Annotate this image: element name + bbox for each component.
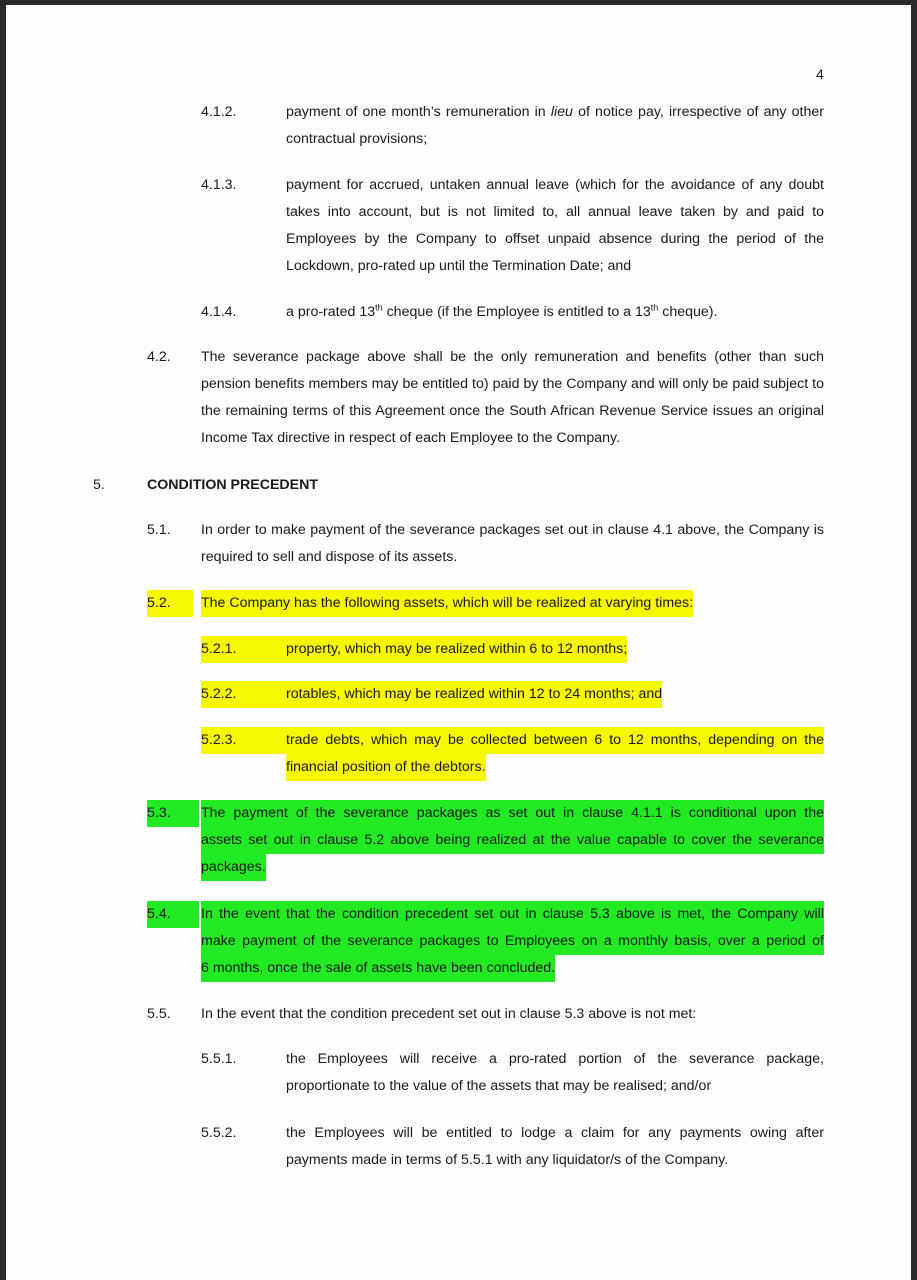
clause-text: property, which may be realized within 6 to 12 months; (286, 636, 627, 663)
clause-number: 5.5.1. (201, 1051, 237, 1067)
clause-number: 5.5.2. (201, 1125, 237, 1141)
clause-text-line-2: assets set out in clause 5.2 above being realized at the value capable to cover the severance (201, 827, 824, 854)
document-page (6, 5, 911, 1280)
clause-number: 5.1. (147, 522, 171, 538)
clause-number: 4.1.4. (201, 304, 237, 320)
clause-text-line-2: financial position of the debtors. (286, 754, 486, 781)
clause-text: payment for accrued, untaken annual leave (which for the avoidance of any doubt takes into account, but is not limited to, all annual leave taken by and paid to Employees by the Company to offset unpaid absence during the period of the Lockdown, pro-rated up until the Termination Date; and (286, 177, 824, 274)
clause-number: 4.2. (147, 349, 171, 365)
clause-text: a pro-rated 13th cheque (if the Employee is entitled to a 13th cheque). (286, 302, 718, 320)
clause-text-line-3: packages. (201, 854, 266, 881)
clause-text-line-1: In the event that the condition precedent set out in clause 5.3 above is met, the Company will (201, 901, 824, 928)
clause-number: 5.2.3. (201, 727, 286, 754)
section-number: 5. (93, 477, 105, 493)
clause-number: 4.1.2. (201, 104, 237, 120)
clause-text: rotables, which may be realized within 12 to 24 months; and (286, 681, 662, 708)
clause-number: 4.1.3. (201, 177, 237, 193)
clause-text: In order to make payment of the severance packages set out in clause 4.1 above, the Company is required to sell and dispose of its assets. (201, 522, 824, 565)
clause-text: The severance package above shall be the only remuneration and benefits (other than such pension benefits members may be entitled to) paid by the Company and will only be paid subject to the remaining terms of this Agreement once the South African Revenue Service issues an original Income Tax directive in respect of each Employee to the Company. (201, 349, 824, 446)
clause-text: payment of one month’s remuneration in lieu of notice pay, irrespective of any other contractual provisions; (286, 104, 824, 147)
clause-text: In the event that the condition precedent set out in clause 5.3 above is not met: (201, 1006, 697, 1022)
clause-number: 5.2.2. (201, 681, 286, 708)
clause-number: 5.2. (147, 590, 193, 617)
clause-text-line-2: make payment of the severance packages to Employees on a monthly basis, over a period of (201, 928, 824, 955)
page-number: 4 (816, 66, 824, 82)
clause-text-line-3: 6 months, once the sale of assets have been concluded. (201, 955, 555, 982)
clause-text-line-1: trade debts, which may be collected between 6 to 12 months, depending on the (286, 727, 824, 754)
clause-number: 5.4. (147, 901, 199, 928)
clause-number: 5.2.1. (201, 636, 286, 663)
clause-number: 5.5. (147, 1006, 171, 1022)
clause-text-line-1: The payment of the severance packages as set out in clause 4.1.1 is conditional upon the (201, 800, 824, 827)
clause-text: The Company has the following assets, which will be realized at varying times: (201, 590, 693, 617)
section-title: CONDITION PRECEDENT (147, 477, 319, 493)
clause-text: the Employees will be entitled to lodge a claim for any payments owing after payments made in terms of 5.5.1 with any liquidator/s of the Company. (286, 1125, 824, 1168)
clause-number: 5.3. (147, 800, 199, 827)
clause-text: the Employees will receive a pro-rated portion of the severance package, proportionate to the value of the assets that may be realised; and/or (286, 1051, 824, 1094)
